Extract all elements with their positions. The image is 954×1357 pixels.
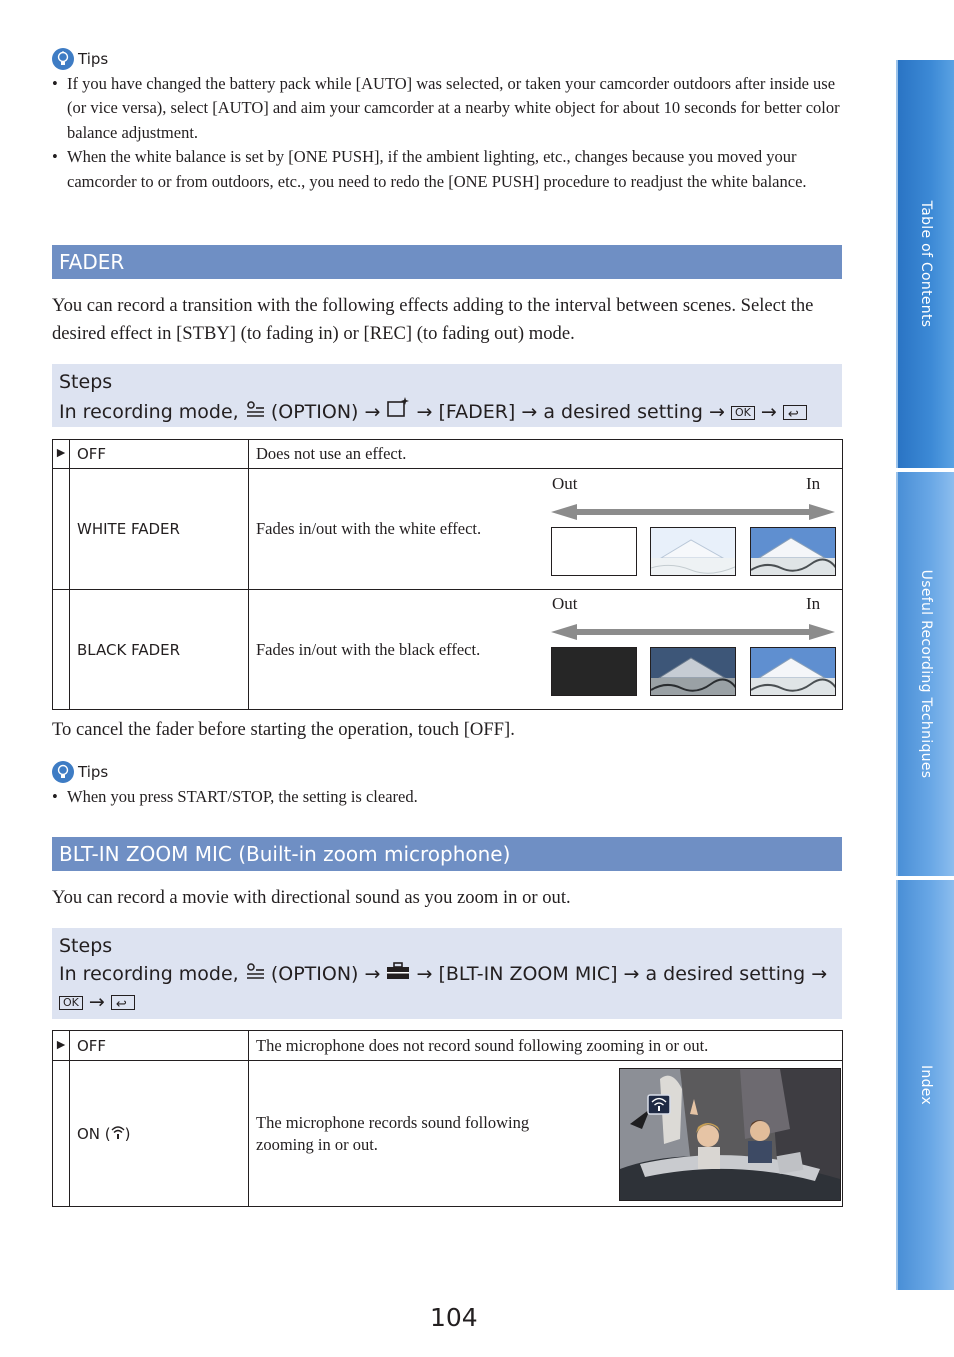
darkened-mountain-image — [650, 647, 736, 696]
steps-setting: a desired setting — [543, 401, 703, 423]
default-marker: ► — [53, 440, 70, 469]
page-number: 104 — [430, 1303, 478, 1332]
option-name: OFF — [70, 1031, 249, 1061]
steps-path: In recording mode, (OPTION) → → [BLT-IN ZOOM MIC] → a desired setting → — [59, 963, 828, 985]
steps-label: Steps — [59, 371, 113, 393]
fader-intro: You can record a transition with the following effects adding to the interval between scenes. Select the desired effect in [STBY] (to fading in) or [REC] (to fading out) mode. — [52, 295, 814, 344]
toolbox-icon — [386, 963, 416, 985]
option-desc: The microphone does not record sound following zooming in or out. — [249, 1031, 843, 1061]
fade-in-label: In — [806, 594, 821, 613]
zoom-mic-steps — [52, 928, 842, 1019]
steps-option: (OPTION) — [270, 963, 359, 985]
option-desc: Does not use an effect. — [249, 440, 843, 469]
faded-mountain-image — [650, 527, 736, 576]
tips-heading — [52, 761, 108, 783]
return-icon — [783, 405, 807, 420]
tab-table-of-contents[interactable] — [896, 60, 954, 468]
tab-useful-recording-techniques[interactable] — [896, 472, 954, 876]
default-marker — [53, 590, 70, 710]
boat-children-photo — [619, 1068, 841, 1201]
steps-option: (OPTION) — [270, 401, 359, 423]
mountain-image — [750, 527, 836, 576]
option-icon — [245, 963, 271, 985]
table-row — [53, 1031, 843, 1061]
lightbulb-icon — [52, 48, 74, 70]
tip-item: • If you have changed the battery pack while [AUTO] was selected, or taken your camcorder outdoors after inside use (or vice versa), select [AUTO] and aim your camcorder at a nearby white object for about 10 seconds for better color balance adjustment. — [52, 72, 842, 145]
tab-index[interactable] — [896, 880, 954, 1290]
steps-menu: [BLT-IN ZOOM MIC] — [438, 963, 618, 985]
tips-heading — [52, 48, 108, 70]
ok-button-icon: OK — [731, 406, 755, 420]
option-desc-text: Fades in/out with the white effect. — [256, 519, 482, 538]
steps-path-cont: OK → ↩ — [59, 988, 835, 1016]
default-marker — [53, 1061, 70, 1207]
tab-label: Table of Contents — [918, 200, 934, 328]
tips-list — [52, 785, 842, 809]
lightbulb-icon — [52, 761, 74, 783]
fade-in-label: In — [806, 474, 821, 493]
default-marker — [53, 469, 70, 590]
steps-path: In recording mode, (OPTION) → → [FADER] → a desired setting → OK → ↩ — [59, 396, 835, 426]
option-desc-text: The microphone records sound following zooming in or out. — [256, 1112, 530, 1154]
steps-label: Steps — [59, 935, 113, 957]
return-icon — [111, 995, 135, 1010]
mountain-image — [750, 647, 836, 696]
steps-menu: [FADER] — [438, 401, 516, 423]
section-title-zoom-mic: BLT-IN ZOOM MIC (Built-in zoom microphone) — [52, 837, 842, 871]
fader-cancel-note: To cancel the fader before starting the operation, touch [OFF]. — [52, 719, 515, 740]
tab-label: Useful Recording Techniques — [918, 569, 934, 779]
steps-prefix: In recording mode, — [59, 963, 239, 985]
zoom-mic-intro: You can record a movie with directional sound as you zoom in or out. — [52, 887, 571, 908]
section-title-fader: FADER — [52, 245, 842, 279]
zoom-mic-icon — [111, 1125, 125, 1143]
black-frame-image — [551, 647, 637, 696]
option-name: OFF — [70, 440, 249, 469]
fader-steps — [52, 364, 842, 427]
option-name-text: ON ( — [77, 1124, 111, 1143]
steps-prefix: In recording mode, — [59, 401, 239, 423]
tips-label: Tips — [78, 763, 109, 781]
fade-out-label: Out — [552, 594, 578, 613]
tips-list — [52, 72, 842, 194]
white-frame-image — [551, 527, 637, 576]
option-icon — [245, 401, 271, 423]
option-name: BLACK FADER — [70, 590, 249, 710]
tips-label: Tips — [78, 50, 109, 68]
option-name — [70, 1061, 249, 1207]
steps-setting: a desired setting — [645, 963, 806, 985]
fade-out-label: Out — [552, 474, 578, 493]
tip-item: • When you press START/STOP, the setting is cleared. — [52, 785, 842, 809]
option-name-suffix: ) — [124, 1124, 131, 1143]
option-name: WHITE FADER — [70, 469, 249, 590]
tip-item: • When the white balance is set by [ONE PUSH], if the ambient lighting, etc., changes because you moved your camcorder to or from outdoors, etc., you need to redo the [ONE PUSH] procedure to readjust the white balance. — [52, 145, 842, 194]
tab-label: Index — [918, 1064, 934, 1106]
camera-effect-icon — [386, 401, 416, 423]
fade-arrow-icon — [551, 623, 835, 641]
ok-button-icon: OK — [59, 996, 83, 1010]
option-desc-text: Fades in/out with the black effect. — [256, 639, 481, 659]
fade-arrow-icon — [551, 503, 835, 521]
table-row — [53, 440, 843, 469]
default-marker: ► — [53, 1031, 70, 1061]
